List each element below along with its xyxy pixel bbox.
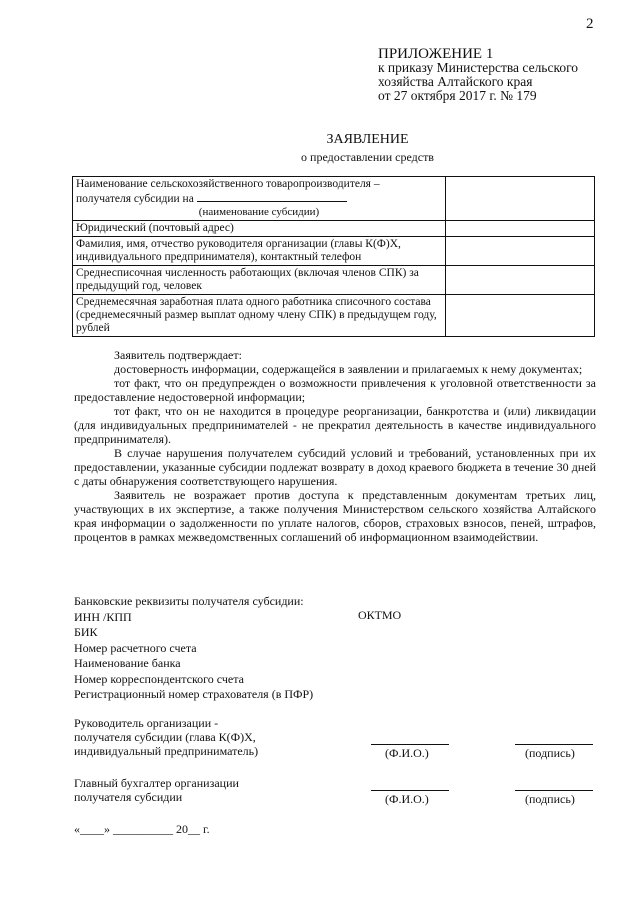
declaration-text bbox=[74, 348, 596, 544]
subsidy-name-blank bbox=[197, 191, 347, 202]
page-number: 2 bbox=[586, 16, 594, 32]
date-line[interactable]: «____» __________ 20__ г. bbox=[74, 822, 210, 836]
head-fio-caption: (Ф.И.О.) bbox=[385, 746, 429, 760]
table-row bbox=[73, 295, 595, 337]
row3-label: Фамилия, имя, отчество руководителя организации (главы К(Ф)Х, индивидуального предпринимателя), контактный телефон bbox=[73, 237, 446, 266]
accountant-sign-caption: (подпись) bbox=[525, 792, 575, 806]
table-row bbox=[73, 177, 595, 221]
accountant-fio-caption: (Ф.И.О.) bbox=[385, 792, 429, 806]
accountant-signature-label bbox=[74, 776, 239, 804]
accountant-signature-line[interactable] bbox=[515, 790, 593, 791]
declaration-intro: Заявитель подтверждает: bbox=[114, 348, 242, 362]
head-label-line1: Руководитель организации - bbox=[74, 716, 219, 730]
row2-label: Юридический (почтовый адрес) bbox=[73, 221, 446, 237]
row1-label-line1: Наименование сельскохозяйственного товаропроизводителя – bbox=[76, 178, 380, 190]
accountant-label-line1: Главный бухгалтер организации bbox=[74, 776, 239, 790]
declaration-item-3: тот факт, что он не находится в процедуре реорганизации, банкротства и (или) ликвидации (для индивидуальных предпринимателей - не прекратил деятельность в качестве индивидуального предпринимателя). bbox=[74, 404, 596, 446]
row1-label-line2: получателя субсидии на bbox=[76, 193, 194, 205]
accountant-label-line2: получателя субсидии bbox=[74, 790, 183, 804]
appendix-line-3: хозяйства Алтайского края bbox=[378, 74, 533, 89]
head-signature-line[interactable] bbox=[515, 744, 593, 745]
appendix-block bbox=[378, 47, 578, 103]
accountant-fio-line[interactable] bbox=[371, 790, 449, 791]
appendix-line-4: от 27 октября 2017 г. № 179 bbox=[378, 88, 537, 103]
oktmo-label: ОКТМО bbox=[358, 608, 402, 622]
head-signature-label bbox=[74, 716, 258, 758]
head-label-line3: индивидуальный предприниматель) bbox=[74, 744, 259, 758]
document-subtitle: о предоставлении средств bbox=[301, 150, 434, 164]
table-cell-label bbox=[73, 177, 446, 221]
corr-account-label: Номер корреспондентского счета bbox=[74, 671, 244, 686]
consent-paragraph: Заявитель не возражает против доступа к представленным документам третьих лиц, участвующих в их экспертизе, а также получения Министерством сельского хозяйства Алтайского края информации о задолженности по уплате налогов, сборов, страховых взносов, пеней, штрафов, процентов в рамках межведомственных соглашений об информационном взаимодействии. bbox=[74, 488, 596, 544]
table-cell-value[interactable] bbox=[446, 237, 595, 266]
row4-label: Среднесписочная численность работающих (включая членов СПК) за предыдущий год, человек bbox=[73, 266, 446, 295]
table-cell-value[interactable] bbox=[446, 177, 595, 221]
declaration-item-1: достоверность информации, содержащейся в заявлении и прилагаемых к нему документах; bbox=[114, 362, 583, 376]
bik-label: БИК bbox=[74, 625, 98, 639]
row5-label: Среднемесячная заработная плата одного работника списочного состава (среднемесячный размер выплат одному члену СПК) в предыдущем году, рублей bbox=[73, 295, 446, 337]
declaration-item-2: тот факт, что он предупрежден о возможности привлечения к уголовной ответственности за предоставление недостоверной информации; bbox=[74, 376, 596, 404]
bank-details bbox=[74, 594, 313, 703]
head-label-line2: получателя субсидии (глава К(Ф)Х, bbox=[74, 730, 256, 744]
head-sign-caption: (подпись) bbox=[525, 746, 575, 760]
applicant-info-table bbox=[72, 176, 595, 337]
pfr-reg-label: Регистрационный номер страхователя (в ПФР) bbox=[74, 687, 314, 701]
head-fio-line[interactable] bbox=[371, 744, 449, 745]
document-title: ЗАЯВЛЕНИЕ bbox=[326, 132, 409, 147]
table-row bbox=[73, 237, 595, 266]
row1-sub-caption: (наименование субсидии) bbox=[198, 206, 320, 218]
violation-paragraph: В случае нарушения получателем субсидий условий и требований, установленных при их предоставлении, указанные субсидии подлежат возврату в доход краевого бюджета в течение 30 дней с даты обнаружения соответствующего нарушения. bbox=[74, 446, 596, 488]
table-row bbox=[73, 221, 595, 237]
account-label: Номер расчетного счета bbox=[74, 640, 197, 655]
bank-heading: Банковские реквизиты получателя субсидии: bbox=[74, 594, 304, 608]
table-cell-value[interactable] bbox=[446, 221, 595, 237]
appendix-line-2: к приказу Министерства сельского bbox=[378, 60, 579, 75]
table-cell-value[interactable] bbox=[446, 266, 595, 295]
table-row bbox=[73, 266, 595, 295]
bank-name-label: Наименование банка bbox=[74, 656, 181, 670]
appendix-title: ПРИЛОЖЕНИЕ 1 bbox=[378, 46, 494, 62]
inn-kpp-label: ИНН /КПП bbox=[74, 609, 132, 624]
table-cell-value[interactable] bbox=[446, 295, 595, 337]
